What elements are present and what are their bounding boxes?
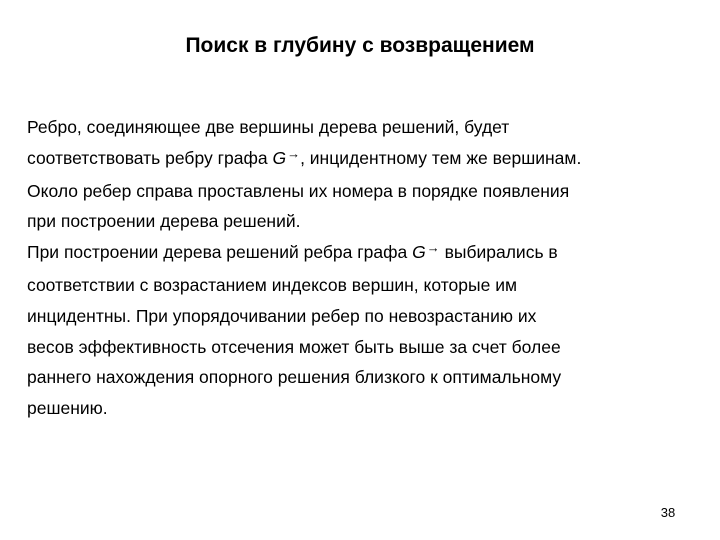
paragraph-1-line-4: при построении дерева решений. — [27, 211, 301, 232]
arrow-superscript: → — [426, 240, 440, 256]
paragraph-2-line-4: весов эффективность отсечения может быть выше за счет более — [27, 336, 561, 357]
paragraph-1-line-2-text-after: , инцидентному тем же вершинам. — [300, 147, 582, 168]
paragraph-1-line-2-text-before: соответствовать ребру графа — [27, 147, 273, 168]
paragraph-1-line-1: Ребро, соединяющее две вершины дерева решений, будет — [27, 117, 510, 137]
paragraph-2-line-3: инцидентны. При упорядочивании ребер по невозрастанию их — [27, 305, 537, 326]
paragraph-2-line-1-text-after: выбирались в — [439, 242, 558, 263]
slide-body — [27, 112, 707, 424]
arrow-superscript: → — [287, 145, 301, 161]
paragraph-2-line-6: решению. — [27, 398, 108, 419]
paragraph-2-line-1 — [27, 237, 707, 270]
paragraph-1-line-3: Около ребер справа проставлены их номера в порядке появления — [27, 180, 570, 201]
paragraph-1-line-2 — [27, 143, 707, 176]
paragraph-2 — [27, 237, 707, 424]
paragraph-2-line-1-text-before: При построении дерева решений ребра графа — [27, 242, 413, 263]
slide-title: Поиск в глубину с возвращением — [185, 34, 535, 57]
paragraph-2-line-5: раннего нахождения опорного решения близкого к оптимальному — [27, 367, 562, 388]
page-number: 38 — [660, 505, 676, 520]
graph-symbol-g: G — [412, 242, 426, 263]
paragraph-2-line-2: соответствии с возрастанием индексов вершин, которые им — [27, 274, 517, 295]
paragraph-1 — [27, 112, 707, 237]
graph-symbol-g: G — [272, 147, 287, 168]
